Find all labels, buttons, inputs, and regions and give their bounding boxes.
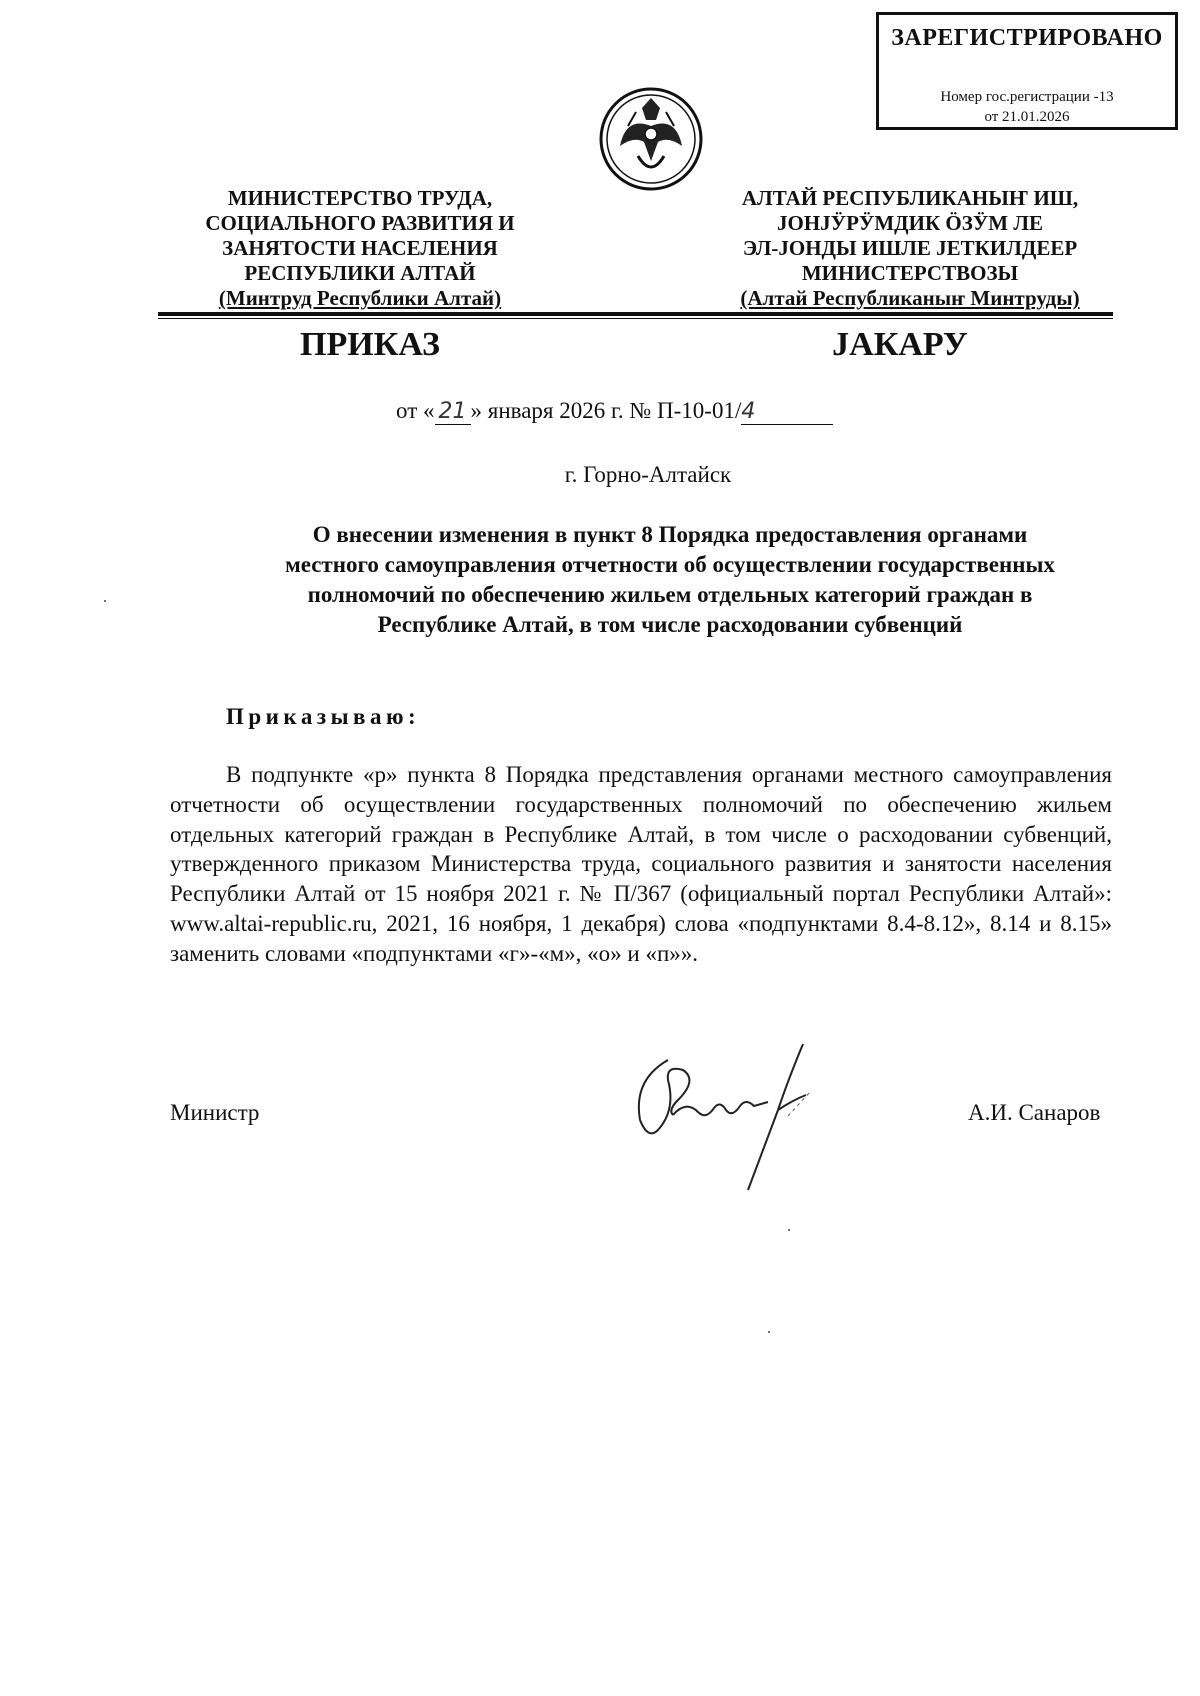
ministry-header-altai xyxy=(720,186,1100,311)
stamp-registration-number: Номер гос.регистрации -13 xyxy=(940,89,1114,105)
signer-name: А.И. Санаров xyxy=(968,1100,1101,1125)
date-prefix: от « xyxy=(396,398,435,423)
order-number: 4 xyxy=(741,399,756,424)
city xyxy=(0,462,1200,488)
header-right-line-4: МИНИСТЕРСТВОЗЫ xyxy=(801,261,1019,285)
header-left-line-4: РЕСПУБЛИКИ АЛТАЙ xyxy=(244,261,476,285)
header-divider-thin xyxy=(158,318,1113,319)
coat-of-arms-icon xyxy=(598,86,704,192)
signature-icon xyxy=(628,1040,848,1200)
order-verb: Приказываю: xyxy=(226,704,421,729)
date-middle: » января 2026 г. № П-10-01/ xyxy=(470,398,742,423)
scan-speck xyxy=(104,600,106,602)
document-type-altai: ЈАКАРУ xyxy=(832,326,968,363)
date-day: 21 xyxy=(438,399,467,424)
header-right-line-1: АЛТАЙ РЕСПУБЛИКАНЫҤ ИШ, xyxy=(741,186,1079,210)
city-text: г. Горно-Алтайск xyxy=(564,462,732,487)
header-left-line-1: МИНИСТЕРСТВО ТРУДА, xyxy=(227,186,493,210)
signer-position: Министр xyxy=(170,1100,260,1125)
document-type-russian: ПРИКАЗ xyxy=(300,326,440,363)
scan-speck xyxy=(788,1229,790,1231)
header-right-line-2: ЈОНЈӰРӰМДИК ӦЗӰМ ЛЕ xyxy=(777,211,1043,235)
header-left-short-name: (Минтруд Республики Алтай) xyxy=(218,286,502,310)
ministry-header-russian xyxy=(180,186,540,311)
order-date-number xyxy=(396,398,833,425)
registration-stamp xyxy=(876,12,1178,130)
header-left-line-3: ЗАНЯТОСТИ НАСЕЛЕНИЯ xyxy=(222,236,498,260)
stamp-title: ЗАРЕГИСТРИРОВАНО xyxy=(891,25,1163,51)
header-right-short-name: (Алтай Республиканыҥ Минтруды) xyxy=(740,286,1080,310)
header-right-line-3: ЭЛ-ЈОНДЫ ИШЛЕ ЈЕТКИЛДЕЕР xyxy=(742,236,1078,260)
stamp-registration-date: от 21.01.2026 xyxy=(984,109,1070,125)
scan-speck xyxy=(768,1331,770,1333)
header-left-line-2: СОЦИАЛЬНОГО РАЗВИТИЯ И xyxy=(205,211,515,235)
header-divider-thick xyxy=(158,312,1113,316)
order-body: В подпункте «р» пункта 8 Порядка представления органами местного самоуправления отчетности об осуществлении государственных полномочий по обеспечению жильем отдельных категорий граждан в Республике Алтай, в том числе о расходовании субвенций, утвержденного приказом Министерства труда, социального развития и занятости населения Республики Алтай от 15 ноября 2021 г. № П/367 (официальный портал Республики Алтай»: www.altai-republic.ru, 2021, 16 ноября, 1 декабря) слова «подпунктами 8.4-8.12», 8.14 и 8.15» заменить словами «подпунктами «г»-«м», «о» и «п»». xyxy=(170,762,1112,966)
order-title: О внесении изменения в пункт 8 Порядка предоставления органами местного самоуправления отчетности об осуществлении государственных полномочий по обеспечению жильем отдельных категорий граждан в Республике Алтай, в том числе расходовании субвенций xyxy=(285,522,1055,637)
